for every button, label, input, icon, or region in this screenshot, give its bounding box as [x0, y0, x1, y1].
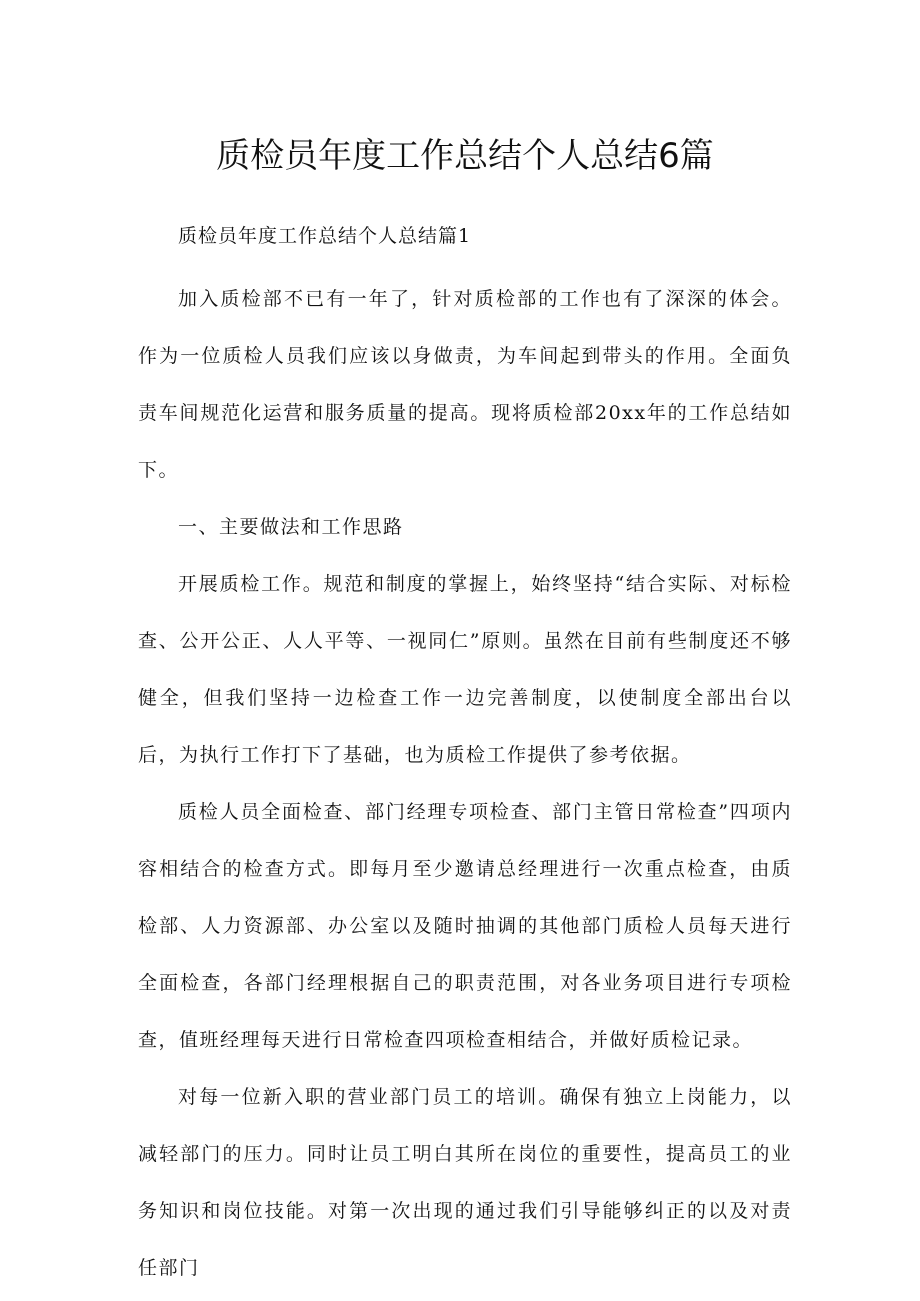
paragraph-section-heading: 一、主要做法和工作思路 [178, 516, 404, 538]
section-heading: 质检员年度工作总结个人总结篇1 [178, 225, 472, 247]
paragraph-inspection-method: 质检人员全面检查、部门经理专项检查、部门主管日常检查”四项内容相结合的检查方式。即每月至少邀请总经理进行一次重点检查，由质检部、人力资源部、办公室以及随时抽调的其他部门质检人员每天进行全面检查，各部门经理根据自己的职责范围，对各业务项目进行专项检查，值班经理每天进行日常检查四项检查相结合，并做好质检记录。 [138, 801, 792, 1051]
paragraph-quality-work: 开展质检工作。规范和制度的掌握上，始终坚持“结合实际、对标检查、公开公正、人人平等、一视同仁”原则。虽然在目前有些制度还不够健全，但我们坚持一边检查工作一边完善制度，以使制度全部出台以后，为执行工作打下了基础，也为质检工作提供了参考依据。 [138, 573, 792, 766]
document-title: 质检员年度工作总结个人总结6篇 [216, 136, 714, 176]
paragraph-intro: 加入质检部不已有一年了，针对质检部的工作也有了深深的体会。作为一位质检人员我们应该以身做责，为车间起到带头的作用。全面负责车间规范化运营和服务质量的提高。现将质检部20xx年的工作总结如下。 [138, 288, 792, 481]
paragraph-training: 对每一位新入职的营业部门员工的培训。确保有独立上岗能力，以减轻部门的压力。同时让员工明白其所在岗位的重要性，提高员工的业务知识和岗位技能。对第一次出现的通过我们引导能够纠正的以及对责任部门 [138, 1086, 792, 1279]
